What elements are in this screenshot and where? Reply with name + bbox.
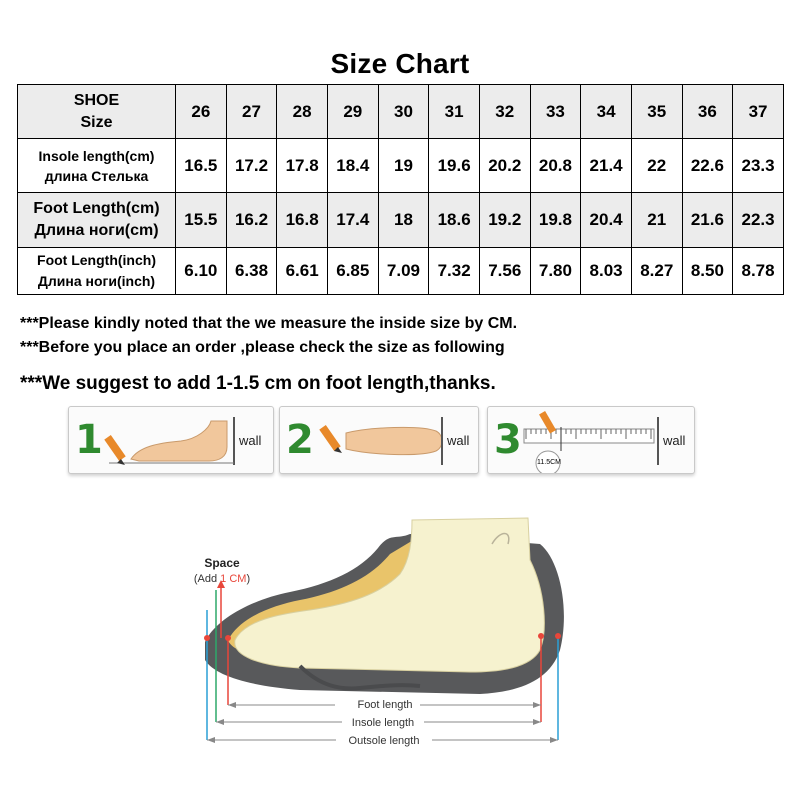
space-label: Space xyxy=(204,556,240,570)
table-cell: 23.3 xyxy=(733,139,784,193)
row-header-line2: Длина ноги(inch) xyxy=(37,273,156,289)
space-add-label xyxy=(194,573,250,585)
table-row-shoe-size xyxy=(18,85,784,139)
step-2-panel xyxy=(279,406,479,474)
step-number: 2 xyxy=(286,417,314,463)
table-cell: 16.5 xyxy=(176,139,227,193)
table-cell: 8.50 xyxy=(682,248,733,295)
note-check-size: ***Before you place an order ,please check the size as following xyxy=(20,339,505,356)
table-cell: 6.10 xyxy=(176,248,227,295)
table-cell: 19.8 xyxy=(530,193,581,248)
table-cell: 17.8 xyxy=(277,139,328,193)
row-header xyxy=(18,248,176,295)
table-cell: 33 xyxy=(530,85,581,139)
row-header xyxy=(18,139,176,193)
space-add-prefix: (Add xyxy=(193,573,221,585)
table-cell: 22.6 xyxy=(682,139,733,193)
wall-label: wall xyxy=(239,433,262,448)
page-title: Size Chart xyxy=(330,48,470,79)
table-cell: 27 xyxy=(226,85,277,139)
step-3-panel xyxy=(487,406,695,474)
step-1-panel xyxy=(68,406,274,474)
row-header-line2: длина Стелька xyxy=(44,167,149,184)
wall-label: wall xyxy=(663,433,686,448)
table-cell: 34 xyxy=(581,85,632,139)
space-add-suffix: ) xyxy=(246,573,251,585)
size-chart-table xyxy=(17,84,784,295)
table-row-foot-length-cm xyxy=(18,193,784,248)
table-row-foot-length-inch xyxy=(18,248,784,295)
wall-label: wall xyxy=(447,433,470,448)
table-cell: 22.3 xyxy=(733,193,784,248)
row-header xyxy=(18,85,176,139)
space-add-value: 1 CM xyxy=(220,573,247,585)
table-cell: 35 xyxy=(631,85,682,139)
table-cell: 29 xyxy=(327,85,378,139)
table-cell: 19.2 xyxy=(479,193,530,248)
table-cell: 6.38 xyxy=(226,248,277,295)
table-cell: 7.09 xyxy=(378,248,429,295)
table-cell: 21.4 xyxy=(581,139,632,193)
table-cell: 30 xyxy=(378,85,429,139)
table-cell: 20.4 xyxy=(581,193,632,248)
table-cell: 17.4 xyxy=(327,193,378,248)
shoe-diagram-svg xyxy=(0,500,800,800)
table-cell: 31 xyxy=(429,85,480,139)
row-header-line2: Size xyxy=(80,113,113,131)
shoe-measurement-diagram xyxy=(0,500,800,800)
row-header-line1: Foot Length(inch) xyxy=(37,252,156,268)
table-cell: 15.5 xyxy=(176,193,227,248)
note-measure-cm: ***Please kindly noted that the we measure the inside size by CM. xyxy=(20,315,518,332)
measurement-steps xyxy=(0,400,800,480)
table-cell: 19.6 xyxy=(429,139,480,193)
table-cell: 8.78 xyxy=(733,248,784,295)
table-cell: 7.80 xyxy=(530,248,581,295)
table-cell: 19 xyxy=(378,139,429,193)
table-cell: 17.2 xyxy=(226,139,277,193)
outsole-length-label: Outsole length xyxy=(348,735,420,747)
table-cell: 7.56 xyxy=(479,248,530,295)
table-cell: 7.32 xyxy=(429,248,480,295)
table-cell: 18.6 xyxy=(429,193,480,248)
insole-length-label: Insole length xyxy=(351,717,415,729)
table-cell: 8.03 xyxy=(581,248,632,295)
table-cell: 20.2 xyxy=(479,139,530,193)
table-cell: 36 xyxy=(682,85,733,139)
table-cell: 22 xyxy=(631,139,682,193)
table-cell: 28 xyxy=(277,85,328,139)
table-cell: 37 xyxy=(733,85,784,139)
table-cell: 6.85 xyxy=(327,248,378,295)
row-header-line1: SHOE xyxy=(73,91,120,109)
ruler-reading: 11.5CM xyxy=(537,459,561,466)
table-cell: 21 xyxy=(631,193,682,248)
step-number: 3 xyxy=(494,417,522,463)
note-add-length: ***We suggest to add 1-1.5 cm on foot length,thanks. xyxy=(20,373,496,394)
row-header-line2: Длина ноги(cm) xyxy=(34,222,159,239)
table-row-insole-length xyxy=(18,139,784,193)
table-cell: 20.8 xyxy=(530,139,581,193)
step-number: 1 xyxy=(75,417,103,463)
foot-length-label: Foot length xyxy=(357,699,413,711)
table-cell: 16.8 xyxy=(277,193,328,248)
table-cell: 6.61 xyxy=(277,248,328,295)
table-cell: 18 xyxy=(378,193,429,248)
table-cell: 16.2 xyxy=(226,193,277,248)
row-header xyxy=(18,193,176,248)
table-cell: 21.6 xyxy=(682,193,733,248)
table-cell: 18.4 xyxy=(327,139,378,193)
row-header-line1: Insole length(cm) xyxy=(38,147,155,164)
table-cell: 26 xyxy=(176,85,227,139)
table-cell: 8.27 xyxy=(631,248,682,295)
table-cell: 32 xyxy=(479,85,530,139)
row-header-line1: Foot Length(cm) xyxy=(33,200,160,217)
